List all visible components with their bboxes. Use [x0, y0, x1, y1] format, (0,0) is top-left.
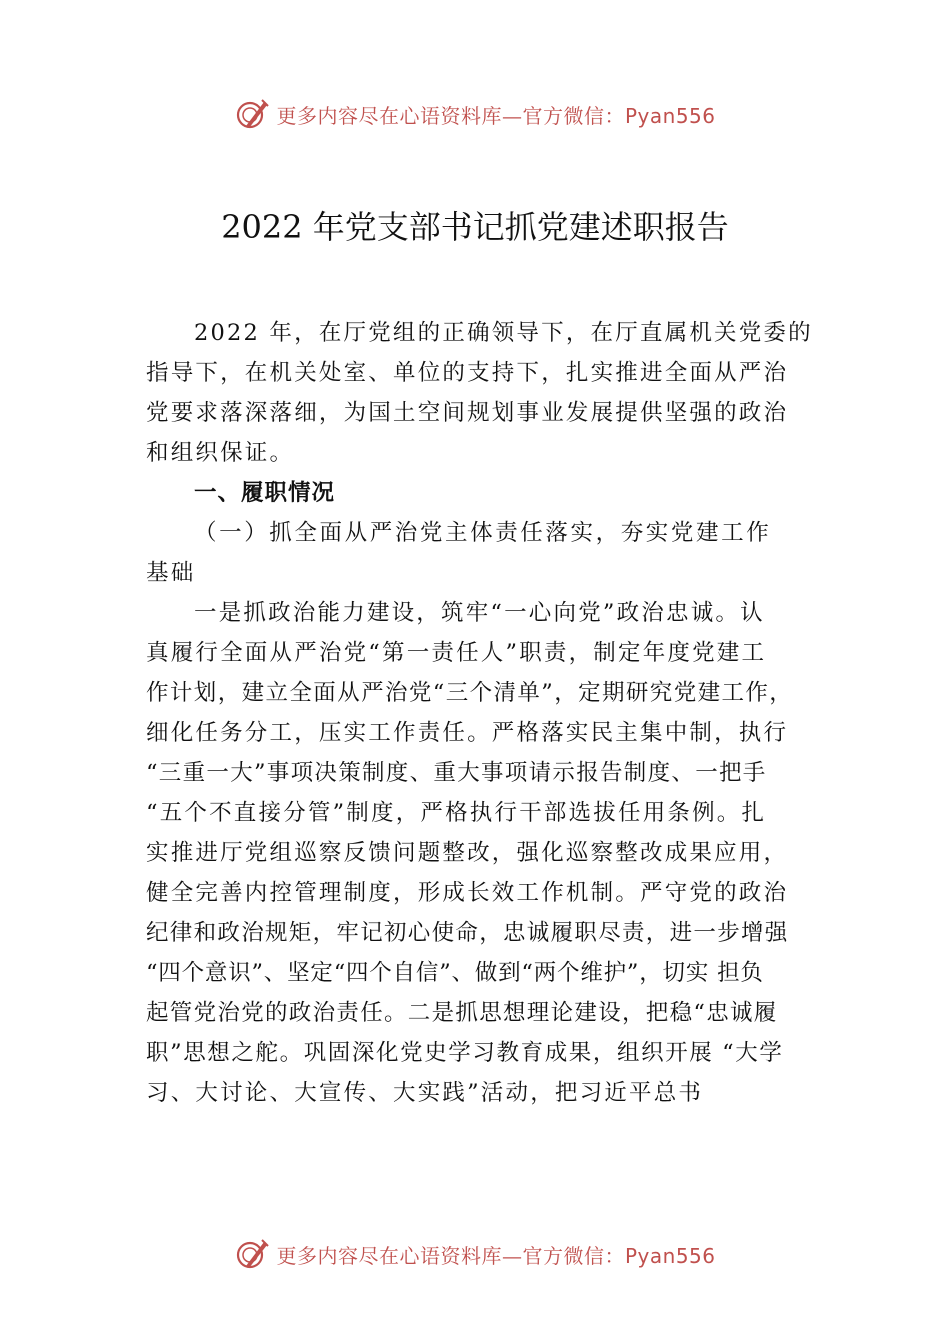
document-title: 2022 年党支部书记抓党建述职报告: [221, 208, 729, 246]
quill-logo-icon: [234, 96, 270, 132]
banner-wechat-id: Pyan556: [624, 103, 716, 128]
paragraph2-line: 健全完善内控管理制度，形成长效工作机制。严守党的政治: [146, 880, 789, 906]
subsection-heading-line: （一）抓全面从严治党主体责任落实，夯实党建工作: [194, 520, 772, 546]
paragraph2-line: 起管党治党的政治责任。二是抓思想理论建设，把稳“忠诚履: [146, 1000, 778, 1026]
paragraph1-line: 党要求落深落细，为国土空间规划事业发展提供坚强的政治: [146, 400, 789, 426]
paragraph2-line: “五个不直接分管”制度，严格执行干部选拔任用条例。扎: [146, 800, 767, 826]
banner-text-cn: 更多内容尽在心语资料库—官方微信：: [276, 1243, 625, 1268]
paragraph2-line: 纪律和政治规矩，牢记初心使命，忠诚履职尽责，进一步增强: [146, 920, 789, 946]
paragraph1-line: 指导下，在机关处室、单位的支持下，扎实推进全面从严治: [146, 360, 789, 386]
paragraph1-line: 2022 年，在厅党组的正确领导下，在厅直属机关党委的: [194, 320, 813, 346]
footer-banner: [0, 1234, 950, 1274]
banner-wechat-id: Pyan556: [624, 1243, 716, 1268]
paragraph1-line: 和组织保证。: [146, 440, 295, 466]
paragraph2-line: 细化任务分工，压实工作责任。严格落实民主集中制，执行: [146, 720, 789, 746]
paragraph2-line: 作计划，建立全面从严治党“三个清单”，定期研究党建工作，: [146, 680, 794, 706]
banner-text-cn: 更多内容尽在心语资料库—官方微信：: [276, 103, 625, 128]
section-heading: 一、履职情况: [194, 480, 336, 506]
banner-text: [276, 100, 715, 129]
document-body: [146, 313, 830, 1113]
paragraph2-line: 习、大讨论、大宣传、大实践”活动，把习近平总书: [146, 1080, 704, 1106]
paragraph2-line: 真履行全面从严治党“第一责任人”职责，制定年度党建工: [146, 640, 767, 666]
header-banner: [0, 94, 950, 134]
quill-logo-icon: [234, 1236, 270, 1272]
paragraph2-line: “三重一大”事项决策制度、重大事项请示报告制度、一把手: [146, 760, 767, 786]
paragraph2-line: 职”思想之舵。巩固深化党史学习教育成果，组织开展 “大学: [146, 1040, 784, 1066]
subsection-heading-line: 基础: [146, 560, 196, 586]
paragraph2-line: 一是抓政治能力建设，筑牢“一心向党”政治忠诚。认: [194, 600, 765, 626]
paragraph2-line: “四个意识”、坚定“四个自信”、做到“两个维护”，切实 担负: [146, 960, 764, 986]
banner-text: [276, 1240, 715, 1269]
paragraph2-line: 实推进厅党组巡察反馈问题整改，强化巡察整改成果应用，: [146, 840, 789, 866]
